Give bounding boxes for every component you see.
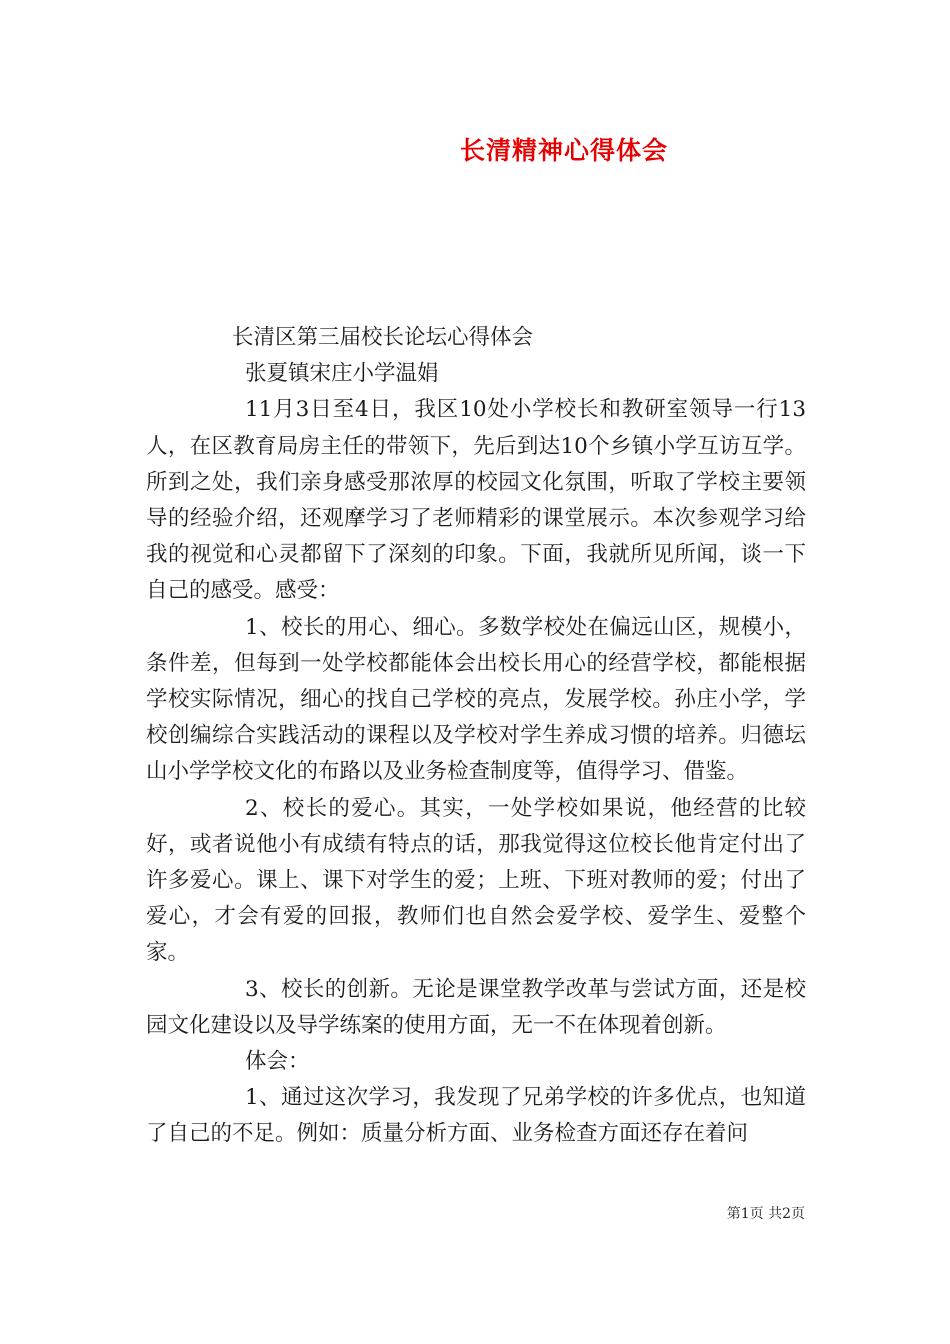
document-subtitle: 长清区第三届校长论坛心得体会 (232, 325, 534, 350)
paragraph-intro: 11月3日至4日，我区10处小学校长和教研室领导一行13人，在区教育局房主任的带领下，先后到达10个乡镇小学互访互学。所到之处，我们亲身感受那浓厚的校园文化氛围，听取了学校主要领导的经验介绍，还观摩学习了老师精彩的课堂展示。本次参观学习给我的视觉和心灵都留下了深刻的印象。下面，我就所见所闻，谈一下自己的感受。感受： (146, 397, 806, 604)
document-title: 长清精神心得体会 (459, 136, 668, 165)
page-footer: 第1页 共2页 (726, 1206, 805, 1222)
paragraph-point-3: 3、校长的创新。无论是课堂教学改革与尝试方面，还是校园文化建设以及导学练案的使用方面，无一不在体现着创新。 (146, 976, 806, 1038)
paragraph-point-2: 2、校长的爱心。其实，一处学校如果说，他经营的比较好，或者说他小有成绩有特点的话，那我觉得这位校长他肯定付出了许多爱心。课上、课下对学生的爱；上班、下班对教师的爱；付出了爱心，才会有爱的回报，教师们也自然会爱学校、爱学生、爱整个家。 (146, 795, 806, 966)
document-body (146, 320, 806, 1153)
paragraph-reflection-1: 1、通过这次学习，我发现了兄弟学校的许多优点，也知道了自己的不足。例如：质量分析方面、业务检查方面还存在着问 (146, 1085, 806, 1147)
document-author: 张夏镇宋庄小学温娟 (245, 361, 439, 387)
paragraph-point-1: 1、校长的用心、细心。多数学校处在偏远山区，规模小，条件差，但每到一处学校都能体会出校长用心的经营学校，都能根据学校实际情况，细心的找自己学校的亮点，发展学校。孙庄小学，学校创编综合实践活动的课程以及学校对学生养成习惯的培养。归德坛山小学学校文化的布路以及业务检查制度等，值得学习、借鉴。 (146, 614, 806, 785)
section-label: 体会： (245, 1049, 310, 1075)
